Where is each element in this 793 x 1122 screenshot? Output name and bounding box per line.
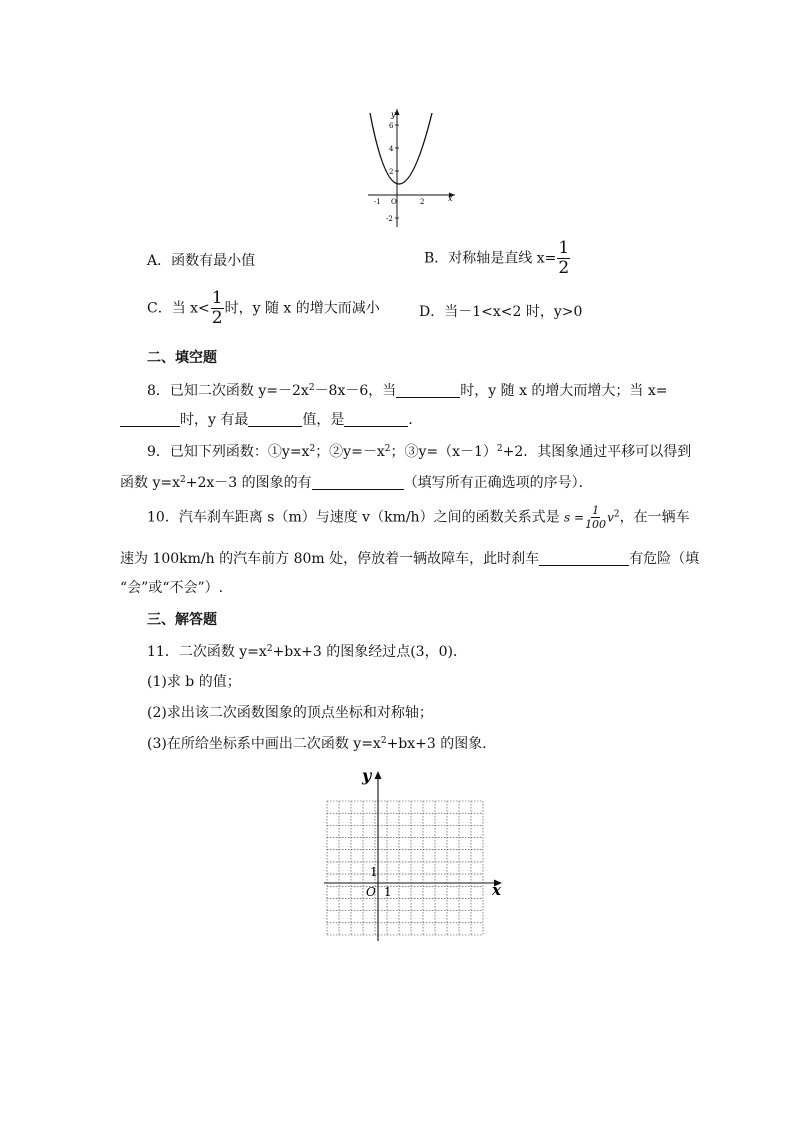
y-tick-neg2: -2: [386, 215, 393, 223]
option-b: B．对称轴是直线 x= $\frac{1}{2}$: [424, 238, 570, 278]
section-heading-answer: 三、解答题: [147, 612, 217, 628]
answer-blank[interactable]: [396, 383, 460, 398]
y-axis-label: y: [362, 766, 372, 785]
y-tick-4: 4: [389, 145, 394, 153]
x-axis-label: x: [448, 194, 453, 203]
answer-blank[interactable]: [344, 412, 408, 427]
y-axis-arrow: [375, 771, 382, 779]
y-tick-2: 2: [389, 168, 394, 176]
option-d: D．当－1<x<2 时，y>0: [419, 304, 583, 320]
question-10-line-2: 速为 100km/h 的汽车前方 80m 处，停放着一辆故障车，此时刹车 有危险（填: [120, 551, 700, 567]
origin-label: O: [366, 885, 376, 899]
question-11-part-2: (2)求出该二次函数图象的顶点坐标和对称轴；: [147, 705, 433, 721]
fraction-half: $\frac{1}{2}$: [558, 238, 570, 278]
question-10-line-1: 10．汽车刹车距离 s（m）与速度 v（km/h）之间的函数关系式是 s = $\frac{1}{100}$ $v^2$，在一辆车: [147, 504, 690, 531]
answer-blank[interactable]: [248, 412, 302, 427]
parabola-graph: [360, 105, 460, 230]
fraction-half: $\frac{1}{2}$: [211, 288, 223, 328]
answer-blank[interactable]: [120, 412, 180, 427]
x-tick-2: 2: [420, 198, 425, 206]
y-axis-label: y: [391, 110, 396, 119]
question-9-line-1: 9．已知下列函数：$①y=x^2$；$②y=-x^2$；$③y=(x-1)^2+2$．其图象通过平移可以得到: [147, 444, 692, 460]
option-a: A．函数有最小值: [147, 253, 256, 269]
formula-fraction: $\frac{1}{100}$: [585, 504, 607, 531]
parabola-curve: [370, 113, 432, 184]
question-8-line-2: 时，y 有最 值，是 ．: [120, 409, 422, 429]
y-unit-tick: 1: [370, 865, 378, 879]
y-tick-6: 6: [389, 122, 394, 130]
section-heading-fill-in: 二、填空题: [147, 350, 217, 366]
question-11-part-3: (3)在所给坐标系中画出二次函数 $y=x^2+bx+3$ 的图象．: [147, 736, 497, 752]
answer-blank[interactable]: [312, 475, 404, 490]
question-9-line-2: 函数 $y=x^2+2x-3$ 的图象的有 （填写所有正确选项的序号）．: [120, 475, 593, 491]
question-8-line-1: 8．已知二次函数 $y=-2x^2-8x-6$，当 时，y 随 x 的增大而增大；当 x=: [147, 383, 668, 399]
x-axis-label: x: [492, 881, 501, 899]
option-c: C．当 x< $\frac{1}{2}$ 时，y 随 x 的增大而减小: [147, 288, 380, 328]
x-unit-tick: 1: [384, 885, 392, 899]
x-tick-neg1: -1: [374, 198, 381, 206]
answer-blank[interactable]: [539, 551, 629, 566]
question-10-line-3: “会”或“不会”）.: [120, 580, 224, 596]
coordinate-grid: [318, 763, 518, 943]
question-11-stem: 11．二次函数 $y=x^2+bx+3$ 的图象经过点(3，0)．: [147, 644, 467, 660]
question-11-part-1: (1)求 b 的值；: [147, 674, 241, 690]
origin-label: O: [391, 198, 397, 206]
